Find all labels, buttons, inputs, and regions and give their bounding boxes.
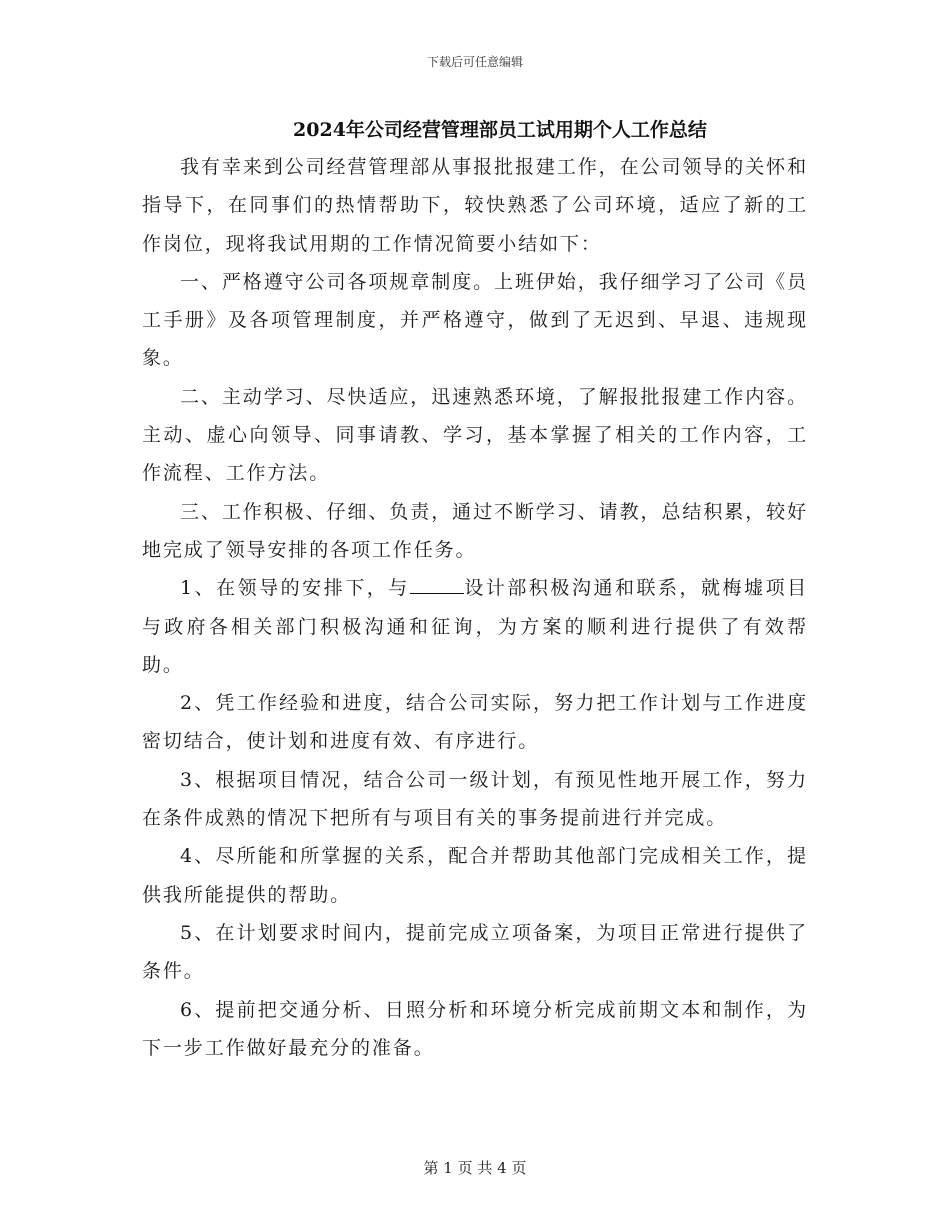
paragraph-intro: 我有幸来到公司经营管理部从事报批报建工作，在公司领导的关怀和指导下，在同事们的热情帮助下，较快熟悉了公司环境，适应了新的工作岗位，现将我试用期的工作情况简要小结如下： — [142, 156, 808, 255]
list-item-4: 4、尽所能和所掌握的关系，配合并帮助其他部门完成相关工作，提供我所能提供的帮助。 — [142, 845, 808, 906]
list-item-5: 5、在计划要求时间内，提前完成立项备案，为项目正常进行提供了条件。 — [142, 921, 808, 983]
list-item-1-before: 1、在领导的安排下，与 — [180, 577, 410, 600]
header-note: 下载后可任意编辑 — [426, 55, 523, 69]
paragraph-section-3: 三、工作积极、仔细、负责，通过不断学习、请教，总结积累，较好地完成了领导安排的各项工作任务。 — [142, 500, 808, 561]
list-item-1-after: 设计部积极沟通和联系，就梅墟项目与政府各相关部门积极沟通和征询，为方案的顺利进行提供了有效帮助。 — [142, 577, 808, 676]
document-title: 2024年公司经营管理部员工试用期个人工作总结 — [293, 119, 707, 141]
list-item-6: 6、提前把交通分析、日照分析和环境分析完成前期文本和制作，为下一步工作做好最充分的准备。 — [142, 998, 808, 1059]
list-item-3: 3、根据项目情况，结合公司一级计划，有预见性地开展工作，努力在条件成熟的情况下把所有与项目有关的事务提前进行并完成。 — [142, 768, 808, 830]
list-item-2: 2、凭工作经验和进度，结合公司实际，努力把工作计划与工作进度密切结合，使计划和进度有效、有序进行。 — [142, 692, 808, 753]
paragraph-section-1: 一、严格遵守公司各项规章制度。上班伊始，我仔细学习了公司《员工手册》及各项管理制度，并严格遵守，做到了无迟到、早退、违规现象。 — [142, 270, 808, 370]
document-body — [142, 148, 808, 1067]
fill-in-blank — [410, 575, 464, 594]
list-item-1 — [142, 569, 808, 684]
page-footer: 第 1 页 共 4 页 — [423, 1159, 527, 1177]
paragraph-section-2: 二、主动学习、尽快适应，迅速熟悉环境，了解报批报建工作内容。主动、虚心向领导、同事请教、学习，基本掌握了相关的工作内容，工作流程、工作方法。 — [142, 385, 808, 485]
